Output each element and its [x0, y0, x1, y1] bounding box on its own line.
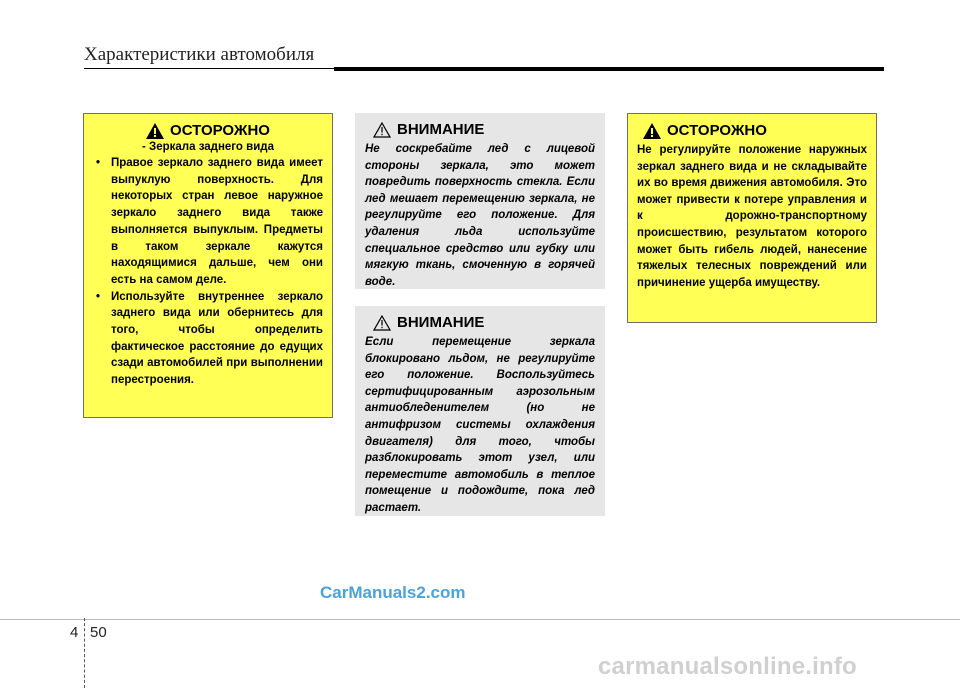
watermark-carmanuals2[interactable]: CarManuals2.com [320, 583, 466, 602]
warning-text: Не регулируйте положение наружных зеркал заднего вида и не складывайте их во время движения автомобиля. Это может привести к потере управления и к дорожно-транспортному происшествию, результатом которого может быть гибель людей, нанесение тяжелых телесных повреждений или причинение ущерба имуществу. [637, 144, 867, 289]
warning-bullet: • Правое зеркало заднего вида имеет выпуклую поверхность. Для некоторых стран левое наружное зеркало заднего вида также выполняется выпуклым. Предметы в таком зеркале кажутся находящимися дальше, чем они есть на самом деле. [93, 155, 323, 289]
warning-subheading: - Зеркала заднего вида [142, 141, 274, 153]
warning-bullet-list [93, 155, 323, 389]
warning-triangle-icon [643, 123, 661, 139]
caution-triangle-icon [373, 315, 391, 331]
warning-triangle-icon [146, 123, 164, 139]
page-number: 50 [90, 624, 107, 641]
watermark-carmanualsonline[interactable]: carmanualsonline.info [598, 653, 857, 680]
footer-separator [84, 618, 86, 688]
warning-heading: ОСТОРОЖНО [170, 122, 270, 139]
caution-box-ice-scraping [355, 113, 605, 289]
warning-heading-row [637, 122, 867, 139]
footer-rule [0, 619, 960, 620]
warning-box-mirrors [83, 113, 333, 418]
chapter-number: 4 [70, 624, 79, 641]
caution-heading-row [365, 121, 595, 138]
caution-heading: ВНИМАНИЕ [397, 314, 485, 331]
warning-box-adjusting [627, 113, 877, 323]
caution-heading-row [365, 314, 595, 331]
warning-heading-row [93, 122, 323, 139]
header-rule-thick [334, 67, 884, 71]
warning-heading: ОСТОРОЖНО [667, 122, 767, 139]
warning-bullet: • Используйте внутреннее зеркало заднего вида или обернитесь для того, чтобы определить фактическое расстояние до едущих сзади автомобилей при выполнении перестроения. [93, 289, 323, 389]
caution-text: Не соскребайте лед с лицевой стороны зеркала, это может повредить поверхность стекла. Если лед мешает перемещению зеркала, не регулируйте его положение. Для удаления льда используйте специальное средство или губку или мягкую ткань, смоченную в горячей воде. [365, 143, 595, 288]
section-title: Характеристики автомобиля [84, 44, 315, 65]
caution-heading: ВНИМАНИЕ [397, 121, 485, 138]
caution-triangle-icon [373, 122, 391, 138]
caution-box-frozen-mirror [355, 306, 605, 516]
caution-text: Если перемещение зеркала блокировано льдом, не регулируйте его положение. Воспользуйтесь сертифицированным аэрозольным антиобледенителем (но не антифризом системы охлаждения двигателя) для того, чтобы разблокировать этот узел, или переместите автомобиль в теплое помещение и подождите, пока лед растает. [365, 336, 595, 514]
